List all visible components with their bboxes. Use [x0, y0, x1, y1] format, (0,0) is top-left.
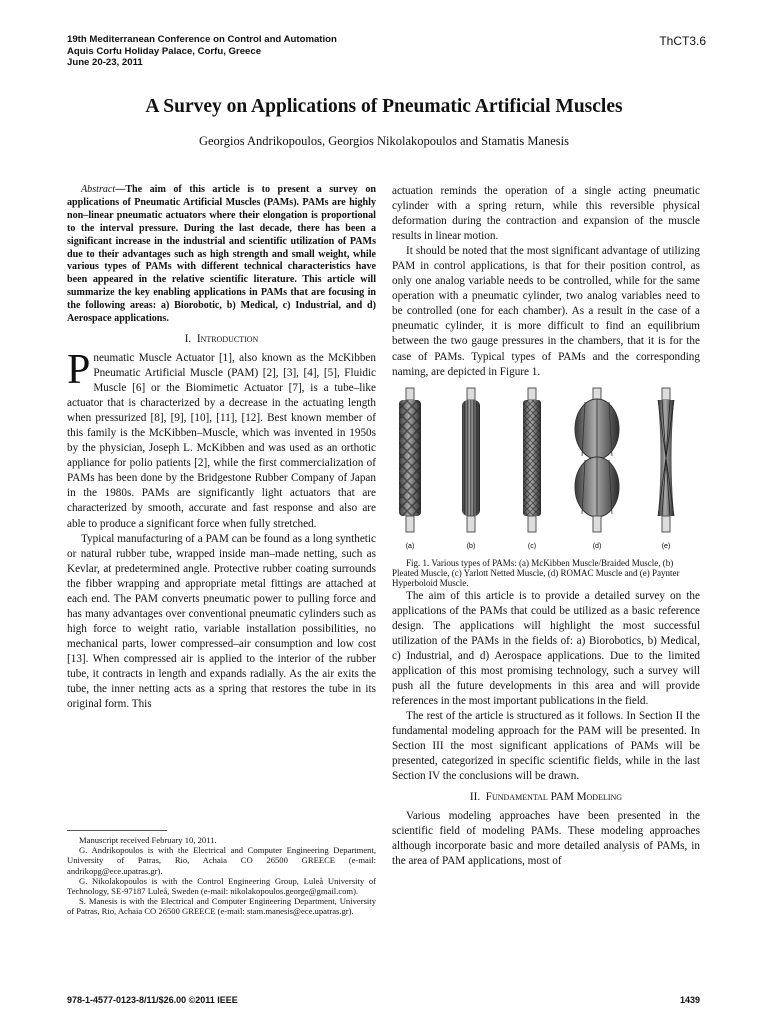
footnote-author-2: G. Nikolakopoulos is with the Control Engineering Group, Luleå University of Technology, SE-97187 Luleå, Sweden (e-mail: nikolakopoulos.george@gmail.com). [67, 875, 376, 897]
figure-label-a: (a) [405, 542, 415, 550]
abstract-label: Abstract [81, 184, 116, 195]
figure-label-d: (d) [592, 542, 602, 550]
figure-label-e: (e) [661, 542, 671, 550]
copyright-line: 978-1-4577-0123-8/11/$26.00 ©2011 IEEE [67, 995, 238, 1005]
abstract [67, 184, 376, 326]
left-column [67, 184, 376, 712]
footnotes [67, 830, 376, 917]
footnote-author-3: S. Manesis is with the Electrical and Computer Engineering Department, University of Patras, Rio, Achaia CO 26500 GREECE (e-mail: stam.manesis@ece.upatras.gr). [67, 896, 376, 917]
muscle-d-romac [575, 388, 619, 532]
figure-pam-types [392, 386, 700, 554]
paragraph-text: neumatic Muscle Actuator [1], also known as the McKibben Pneumatic Artificial Muscle (PAM) [2], [3], [4], [5], Fluidic Muscle [6] or the Biomimetic Actuator [7], is a tube–like actuator that is characterized by a decrease in the actuating length when pressurized [8], [9], [10], [11], [12]. Best known member of this family is the McKibben–Muscle, which was invented in 1950s by the physician, Joseph L. McKibben and was used as an orthotic appliance for polio patients [2], while the first commercialization of PAMs has been done by the Bridgestone Rubber Company of Japan in the 1980s. PAMs are significantly light actuators that are characterized by smooth, accurate and fast response and also are able to produce a significant force when fully stretched. [67, 352, 376, 530]
right-paragraph-5: Various modeling approaches have been presented in the scientific field of modeling PAMs. These modeling approaches although incorporate basic and more detailed analysis of PAMs, in the area of PAM applications, most of [392, 810, 700, 868]
right-paragraph-3: The aim of this article is to provide a detailed survey on the applications of the PAMs that could be utilized as a basic reference design. The applications will highlight the most successful utilization of the PAMs in the fields of: a) Biorobotics, b) Medical, c) Industrial, and d) Aerospace applications. Due to the limited application of this most promising technology, such a survey will push all the future developments in this area and will provide references in the most important publications in the field. [392, 589, 700, 707]
session-code: ThCT3.6 [659, 34, 706, 48]
right-paragraph-2: It should be noted that the most significant advantage of utilizing PAM in control applications, is that for their position control, as only one analog variable needs to be controlled, while for the same operation with a pneumatic cylinder, two analog variables need to be controlled (one for each chamber). As a result in the case of a pneumatic cylinder, it is more difficult to find an equilibrium between the two gauge pressures in the chambers, that it is for the case of PAMs. Typical types of PAMs and the corresponding naming, are depicted in Figure 1. [392, 245, 700, 378]
conference-venue: Aquis Corfu Holiday Palace, Corfu, Greece [67, 45, 262, 57]
section-title: Introduction [196, 332, 259, 345]
paper-authors: Georgios Andrikopoulos, Georgios Nikolakopoulos and Stamatis Manesis [198, 134, 569, 148]
footnote-received: Manuscript received February 10, 2011. [79, 835, 217, 845]
section-title: Fundamental PAM Modeling [485, 791, 623, 804]
conference-header [67, 34, 337, 69]
right-column [392, 184, 700, 869]
paper-title: A Survey on Applications of Pneumatic Artificial Muscles [145, 96, 623, 117]
muscle-b-pleated [462, 388, 480, 532]
intro-paragraph-1 [67, 347, 376, 532]
drop-cap: P [67, 347, 91, 394]
section-heading-introduction [67, 332, 376, 347]
section-number: II. [469, 791, 481, 804]
section-number: I. [184, 332, 192, 345]
section-heading-modeling [392, 790, 700, 805]
conference-date: June 20-23, 2011 [67, 57, 143, 68]
muscle-c-yarlott [523, 388, 541, 532]
muscle-a-mckibben [399, 388, 421, 532]
muscle-e-paynter [658, 388, 674, 532]
right-paragraph-1: actuation reminds the operation of a single acting pneumatic cylinder with a spring return, while this reversible physical deformation during the contraction and expansion of the muscle results in linear motion. [392, 185, 700, 243]
footnote-rule [67, 830, 167, 831]
figure-label-c: (c) [527, 542, 537, 550]
right-paragraph-4: The rest of the article is structured as it follows. In Section II the fundamental modeling approach for the PAM will be presented. In Section III the most significant applications of PAMs will be presented, categorized in specific scientific fields, while in the last Section IV the conclusions will be drawn. [392, 709, 700, 783]
figure-label-b: (b) [466, 542, 476, 550]
intro-paragraph-2: Typical manufacturing of a PAM can be found as a long synthetic or natural rubber tube, wrapped inside man–made netting, such as Kevlar, at predetermined angle. Protective rubber coating surrounds the fibber wrapping and appropriate metal fittings are attached at each end. The PAM converts pneumatic power to pulling force and has many advantages over conventional pneumatic cylinders such as high force to weight ratio, variable installation possibilities, no mechanical parts, lower compressed–air consumption and low cost [13]. When compressed air is applied to the interior of the rubber tube, it contracts in length and expands radially. As the air exits the tube, the inner netting acts as a spring that restores the tube in its original form. This [67, 532, 376, 711]
conference-name: 19th Mediterranean Conference on Control and Automation [67, 34, 337, 45]
figure-caption: Fig. 1. Various types of PAMs: (a) McKibben Muscle/Braided Muscle, (b) Pleated Muscle, (c) Yarlott Netted Muscle, (d) ROMAC Muscle and (e) Paynter Hyperboloid Muscle. [392, 557, 680, 589]
abstract-text: —The aim of this article is to present a survey on applications of Pneumatic Artificial Muscles (PAMs). PAMs are highly non–linear pneumatic actuators where their elongation is proportional to the interval pressure. During the last decade, there has been a significant increase in the industrial and scientific utilization of PAMs due to their advantages such as high strength and small weight, while various types of PAMs with different technical characteristics have been appeared in the relative scientific literature. This article will summarize the key enabling applications in PAMs that are focusing in the following areas: a) Biorobotic, b) Medical, c) Industrial, and d) Aerospace applications. [67, 184, 376, 325]
page-number: 1439 [679, 995, 700, 1005]
footnote-author-1: G. Andrikopoulos is with the Electrical and Computer Engineering Department, University of Patras, Rio, Achaia CO 26500 GREECE (e-mail: andrikopg@ece.upatras.gr). [67, 845, 376, 876]
